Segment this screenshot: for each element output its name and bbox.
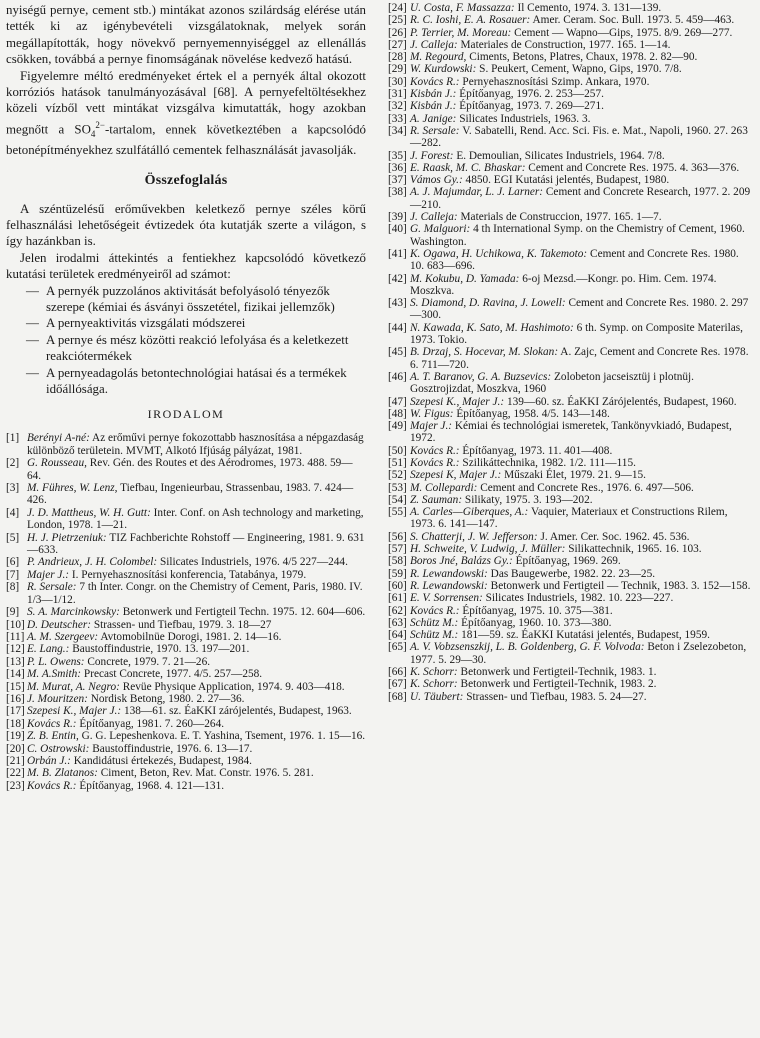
reference-number: [67]: [388, 678, 407, 691]
reference-source: Építőanyag, 1968. 4. 121—131.: [79, 779, 225, 792]
reference-source: 181—59. sz. ÉaKKI Kutatási jelentés, Budapest, 1959.: [461, 629, 710, 642]
reference-number: [35]: [388, 149, 407, 162]
reference-number: [1]: [6, 432, 20, 445]
reference-number: [20]: [6, 742, 25, 755]
reference-source: Das Baugewerbe, 1982. 22. 23—25.: [490, 567, 656, 580]
reference-source: Cement and Concrete Res. 1980. 10. 683—696.: [410, 247, 739, 273]
reference-source: Silicates Industriels, 1976. 4/5 227—244.: [159, 556, 348, 569]
reference-item: [388, 580, 752, 592]
reference-source: Pernyehasznosítási Szimp. Ankara, 1970.: [462, 75, 650, 88]
reference-source: Építőanyag, 1958. 4/5. 143—148.: [456, 407, 610, 420]
reference-authors: K. Ogawa, H. Uchikowa, K. Takemoto:: [410, 247, 588, 260]
reference-number: [48]: [388, 407, 407, 420]
reference-item: [388, 76, 752, 88]
reference-number: [61]: [388, 592, 407, 605]
reference-source: TIZ Fachberichte Rohstoff — Engineering, 1981. 9. 631—633.: [27, 531, 365, 557]
reference-item: [388, 531, 752, 543]
reference-number: [60]: [388, 579, 407, 592]
reference-source: Kémiai és technológiai ismeretek, Tankönyvkiadó, Budapest, 1972.: [410, 420, 732, 445]
bullet-text: A pernyék puzzolános aktivitását befolyásoló tényezők szerepe (kémiai és ásványi összetétel, fizikai jellemzők): [46, 283, 335, 314]
reference-authors: K. Schorr:: [410, 678, 458, 691]
body-paragraph-1: nyiségű pernye, cement stb.) mintákat azonos szilárdság elérése után tették ki az igénybevételi vizsgálatoknak, melyek során megállapították, hogy növekvő pernyemennyiséggel az ellenállás csökken, továbbá a pernye finomságának növelése kedvező hatású.: [6, 3, 366, 67]
reference-item: [6, 668, 366, 680]
reference-item: [388, 162, 752, 174]
reference-item: [388, 469, 752, 481]
reference-number: [50]: [388, 444, 407, 457]
reference-source: Vaquier, Materiaux et Constructions Rilem, 1973. 6. 141—147.: [410, 506, 728, 531]
reference-number: [43]: [388, 297, 407, 310]
reference-authors: A. V. Vobzsenszkij, L. B. Goldenberg, G. F. Volvoda:: [410, 641, 645, 654]
reference-number: [62]: [388, 604, 407, 617]
reference-item: [388, 63, 752, 75]
reference-authors: J. Forest:: [410, 149, 454, 162]
reference-source: Concrete, 1979. 7. 21—26.: [87, 655, 211, 668]
reference-authors: P. Terrier, M. Moreau:: [410, 26, 512, 39]
reference-authors: U. Täubert:: [410, 690, 464, 703]
summary-bullet: [6, 283, 366, 316]
summary-bullet: [6, 315, 366, 331]
reference-authors: M. Regourd,: [410, 51, 467, 64]
reference-authors: P. L. Owens:: [27, 655, 85, 668]
reference-number: [39]: [388, 211, 407, 224]
reference-number: [63]: [388, 616, 407, 629]
left-column: [6, 2, 366, 792]
reference-authors: Kisbán J.:: [410, 88, 457, 101]
summary-bullet-list: [6, 283, 366, 398]
reference-authors: Berényi A-né:: [27, 432, 90, 445]
reference-source: Műszaki Élet, 1979. 21. 9—15.: [504, 469, 646, 482]
reference-item: [6, 432, 366, 457]
reference-number: [51]: [388, 456, 407, 469]
reference-authors: C. Ostrowski:: [27, 742, 90, 755]
reference-source: A. Zajc, Cement and Concrete Res. 1978. 6. 711—720.: [410, 346, 749, 371]
reference-authors: E. Raask, M. C. Bhaskar:: [410, 161, 526, 174]
reference-item: [388, 51, 752, 63]
reference-authors: R. Sersale:: [410, 124, 460, 137]
reference-authors: M. Führes, W. Lenz,: [27, 482, 118, 495]
so4-superscript: 2−: [95, 119, 105, 130]
reference-number: [10]: [6, 618, 25, 631]
body-paragraph-2: [6, 68, 366, 159]
reference-authors: H. J. Pietrzeniuk:: [27, 531, 107, 544]
reference-source: S. Peukert, Cement, Wapno, Gips, 1970. 7/8.: [479, 63, 682, 76]
reference-number: [9]: [6, 606, 20, 619]
reference-item: [388, 322, 752, 347]
reference-source: Cement — Wapno—Gips, 1975. 8/9. 269—277.: [514, 26, 733, 39]
reference-authors: M. Murat, A. Negro:: [27, 680, 120, 693]
reference-authors: W. Figus:: [410, 407, 454, 420]
bullet-text: A pernye és mész közötti reakció lefolyása és a keletkezett reakciótermékek: [46, 332, 349, 364]
reference-item: [388, 641, 752, 666]
summary-heading: Összefoglalás: [144, 172, 228, 188]
reference-authors: M. A.Smith:: [27, 668, 82, 681]
references-list-right: [388, 2, 752, 703]
reference-item: [6, 767, 366, 779]
reference-source: Inter. Conf. on Ash technology and marketing, London, 1978. 1—21.: [27, 506, 364, 532]
reference-source: Betonwerk und Fertigteil — Technik, 1983. 3. 152—158.: [490, 579, 751, 592]
reference-authors: K. Schorr:: [410, 666, 458, 679]
reference-number: [64]: [388, 629, 407, 642]
reference-source: I. Pernyehasznosítási konferencia, Tatabánya, 1979.: [71, 568, 307, 581]
reference-number: [30]: [388, 75, 407, 88]
reference-number: [13]: [6, 655, 25, 668]
reference-authors: Schütz M.:: [410, 616, 459, 629]
reference-source: Ciment, Beton, Rev. Mat. Constr. 1976. 5. 281.: [100, 767, 314, 780]
reference-authors: H. Schweite, V. Ludwig, J. Müller:: [410, 543, 566, 556]
reference-authors: G. Malguori:: [410, 223, 471, 236]
reference-authors: M. Collepardi:: [410, 481, 478, 494]
bullet-text: A pernyeadagolás betontechnológiai hatásai és a termékek időállósága.: [46, 365, 347, 396]
reference-number: [53]: [388, 481, 407, 494]
reference-source: Rev. Gén. des Routes et des Aérodromes, 1973. 488. 59—64.: [27, 457, 353, 482]
reference-source: Silicates Industriels, 1982. 10. 223—227.: [485, 592, 674, 605]
reference-number: [11]: [6, 630, 25, 643]
reference-item: [388, 666, 752, 678]
reference-source: 4850. EGI Kutatási jelentés, Budapest, 1980.: [465, 174, 670, 187]
reference-number: [25]: [388, 14, 407, 27]
reference-item: [388, 273, 752, 298]
reference-item: [388, 88, 752, 100]
reference-item: [388, 100, 752, 112]
reference-item: [388, 543, 752, 555]
reference-source: 4 th International Symp. on the Chemistry of Cement, 1960. Washington.: [410, 223, 745, 248]
reference-authors: M. Kokubu, D. Yamada:: [410, 272, 520, 285]
reference-authors: P. Andrieux, J. H. Colombel:: [27, 556, 158, 569]
reference-source: 139—60. sz. ÉaKKI Zárójelentés, Budapest, 1960.: [506, 395, 737, 408]
reference-source: Zolobeton jacseisztüj i plotnüj. Gosztrojizdat, Moszkva, 1960: [410, 370, 694, 396]
reference-item: [6, 569, 366, 581]
reference-item: [6, 532, 366, 557]
reference-authors: N. Kawada, K. Sato, M. Hashimoto:: [410, 321, 574, 334]
reference-authors: D. Deutscher:: [27, 618, 91, 631]
reference-number: [58]: [388, 555, 407, 568]
reference-authors: R. Lewandowski:: [410, 579, 488, 592]
reference-number: [66]: [388, 666, 407, 679]
reference-number: [44]: [388, 321, 407, 334]
reference-number: [7]: [6, 568, 20, 581]
reference-source: Építőanyag, 1981. 7. 260—264.: [79, 717, 225, 730]
reference-number: [38]: [388, 186, 407, 199]
reference-authors: A. Janige:: [410, 112, 457, 125]
reference-source: V. Sabatelli, Rend. Acc. Sci. Fis. e. Mat., Napoli, 1960. 27. 263—282.: [410, 124, 748, 150]
reference-number: [57]: [388, 543, 407, 556]
reference-number: [65]: [388, 641, 407, 654]
reference-item: [6, 457, 366, 482]
reference-authors: J. Calleja:: [410, 211, 458, 224]
reference-source: Materials de Construccion, 1977. 165. 1—7.: [460, 211, 662, 224]
reference-authors: Z. Sauman:: [410, 493, 463, 506]
reference-number: [33]: [388, 112, 407, 125]
reference-source: Cement and Concrete Res. 1980. 2. 297—300.: [410, 297, 749, 322]
reference-source: Silicates Industriels, 1963. 3.: [459, 112, 591, 125]
reference-item: [6, 730, 366, 742]
reference-number: [26]: [388, 26, 407, 39]
so4-subscript: 4: [90, 128, 96, 139]
reference-number: [12]: [6, 643, 25, 656]
reference-authors: Szepesi K, Majer J.:: [410, 469, 502, 482]
reference-source: 7 th Inter. Congr. on the Chemistry of Cement, Paris, 1980. IV. 1/3—1/12.: [27, 581, 363, 606]
reference-number: [21]: [6, 754, 25, 767]
reference-number: [15]: [6, 680, 25, 693]
reference-item: [388, 629, 752, 641]
reference-source: Betonwerk und Fertigteil-Technik, 1983. 1.: [460, 666, 657, 679]
reference-item: [388, 150, 752, 162]
reference-item: [388, 27, 752, 39]
reference-number: [52]: [388, 469, 407, 482]
reference-item: [388, 396, 752, 408]
references-list-left: [6, 432, 366, 792]
reference-authors: J. Mouritzen:: [27, 692, 88, 705]
reference-authors: S. Diamond, D. Ravina, J. Lowell:: [410, 297, 566, 310]
reference-authors: Vámos Gy.:: [410, 174, 463, 187]
reference-source: Revüe Physique Application, 1974. 9. 403—418.: [122, 680, 345, 693]
reference-source: Beton i Zselezobeton, 1977. 5. 29—30.: [410, 641, 747, 666]
reference-source: Az erőművi pernye fokozottabb hasznosítása a népgazdaság különböző területein. MVMT, Alkotó Ifjúság pályázat, 1981.: [27, 432, 364, 457]
reference-authors: R. Sersale:: [27, 581, 77, 594]
reference-number: [31]: [388, 88, 407, 101]
reference-item: [388, 494, 752, 506]
summary-paragraph-2: Jelen irodalmi áttekintés a fentiekhez kapcsolódó következő kutatási területek eredményeiről ad számot:: [6, 250, 366, 282]
reference-item: [6, 780, 366, 792]
reference-source: Avtomobilnüe Dorogi, 1981. 2. 14—16.: [100, 630, 282, 643]
reference-item: [6, 482, 366, 507]
reference-authors: R. C. Ioshi, E. A. Rosauer:: [410, 14, 531, 27]
reference-source: Építőanyag, 1960. 10. 373—380.: [461, 616, 612, 629]
reference-item: [388, 223, 752, 248]
reference-source: Építőanyag, 1976. 2. 253—257.: [459, 88, 604, 101]
reference-item: [6, 643, 366, 655]
reference-source: 6-oj Mezsd.—Kongr. po. Him. Cem. 1974. Moszkva.: [410, 272, 717, 297]
bullet-text: A pernyeaktivitás vizsgálati módszerei: [46, 316, 246, 331]
reference-number: [2]: [6, 457, 20, 470]
reference-item: [6, 743, 366, 755]
reference-source: Baustoffindustrie, 1976. 6. 13—17.: [92, 742, 253, 755]
reference-authors: U. Costa, F. Massazza:: [410, 2, 515, 14]
reference-authors: A. Carles—Giberques, A.:: [410, 506, 529, 519]
reference-number: [4]: [6, 506, 20, 519]
reference-authors: S. Chatterji, J. W. Jefferson:: [410, 530, 538, 543]
reference-item: [6, 619, 366, 631]
reference-authors: Szepesi K., Majer J.:: [27, 705, 122, 718]
reference-authors: Orbán J.:: [27, 754, 71, 767]
reference-authors: Kovács R.:: [410, 456, 460, 469]
reference-number: [47]: [388, 395, 407, 408]
reference-source: Szilikáttechnika, 1982. 1/2. 111—115.: [462, 456, 636, 469]
dash-icon: —: [26, 332, 39, 347]
reference-item: [388, 457, 752, 469]
reference-number: [34]: [388, 124, 407, 137]
reference-source: Cement and Concrete Res., 1976. 6. 497—506.: [480, 481, 694, 494]
reference-item: [6, 631, 366, 643]
reference-source: Építőanyag, 1969. 269.: [515, 555, 621, 568]
reference-number: [17]: [6, 705, 25, 718]
reference-number: [24]: [388, 2, 407, 14]
reference-number: [32]: [388, 100, 407, 113]
reference-source: Il Cemento, 1974. 3. 131—139.: [517, 2, 662, 14]
reference-source: Építőanyag, 1973. 7. 269—271.: [459, 100, 604, 113]
reference-item: [388, 14, 752, 26]
reference-item: [388, 420, 752, 445]
reference-authors: Kovács R.:: [27, 779, 77, 792]
reference-source: 6 th. Symp. on Composite Materilas, 1973. Tokio.: [410, 321, 743, 347]
reference-number: [41]: [388, 247, 407, 260]
reference-item: [6, 705, 366, 717]
reference-item: [388, 174, 752, 186]
reference-number: [54]: [388, 493, 407, 506]
reference-number: [42]: [388, 272, 407, 285]
reference-item: [388, 605, 752, 617]
reference-authors: Kisbán J.:: [410, 100, 457, 113]
reference-number: [5]: [6, 531, 20, 544]
reference-number: [40]: [388, 223, 407, 236]
dash-icon: —: [26, 316, 39, 331]
reference-authors: A. T. Baranov, G. A. Buzsevics:: [410, 370, 552, 383]
reference-authors: E. Lang.:: [27, 643, 70, 656]
reference-authors: Kovács R.:: [27, 717, 77, 730]
reference-source: Tiefbau, Ingenieurbau, Strassenbau, 1983. 7. 424—426.: [27, 482, 354, 507]
reference-item: [6, 507, 366, 532]
reference-number: [55]: [388, 506, 407, 519]
reference-item: [388, 211, 752, 223]
body-paragraph-2-tail: -tartalom, ennek következtében a kapcsolódó betonépítményekhez szulfátálló cementek felhasználását javasolják.: [6, 122, 366, 158]
reference-item: [6, 681, 366, 693]
reference-number: [27]: [388, 38, 407, 51]
reference-item: [6, 718, 366, 730]
reference-authors: S. A. Marcinkowsky:: [27, 606, 120, 619]
reference-item: [388, 39, 752, 51]
reference-authors: Szepesi K., Majer J.:: [410, 395, 505, 408]
reference-number: [45]: [388, 346, 407, 359]
reference-authors: R. Lewandowski:: [410, 567, 488, 580]
reference-source: Építőanyag, 1975. 10. 375—381.: [462, 604, 613, 617]
reference-authors: J. D. Mattheus, W. H. Gutt:: [27, 506, 151, 519]
reference-source: Amer. Ceram. Soc. Bull. 1973. 5. 459—463.: [532, 14, 735, 27]
reference-item: [6, 693, 366, 705]
reference-authors: Majer J.:: [410, 420, 453, 433]
reference-source: Materiales de Construction, 1977. 165. 1—14.: [460, 38, 671, 51]
reference-number: [49]: [388, 420, 407, 433]
reference-source: G. G. Lepeshenkova. E. T. Yashina, Tsement, 1976. 1. 15—16.: [81, 730, 366, 743]
reference-number: [36]: [388, 161, 407, 174]
reference-item: [388, 568, 752, 580]
reference-authors: E. V. Sorrensen:: [410, 592, 483, 605]
reference-number: [23]: [6, 779, 25, 792]
reference-item: [6, 581, 366, 606]
reference-source: 138—61. sz. ÉaKKI zárójelentés, Budapest, 1963.: [123, 705, 352, 718]
reference-authors: W. Kurdowski:: [410, 63, 477, 76]
reference-authors: Kovács R.:: [410, 604, 460, 617]
reference-source: Ciments, Betons, Platres, Chaux, 1978. 2. 82—90.: [469, 51, 698, 64]
dash-icon: —: [26, 283, 39, 298]
reference-source: Cement and Concrete Research, 1977. 2. 209—210.: [410, 186, 751, 211]
reference-authors: G. Rousseau,: [27, 457, 87, 470]
reference-number: [46]: [388, 370, 407, 383]
reference-source: Silikattechnik, 1965. 16. 103.: [568, 543, 702, 556]
reference-number: [19]: [6, 730, 25, 743]
reference-number: [6]: [6, 556, 20, 569]
reference-item: [388, 482, 752, 494]
reference-authors: B. Drzaj, S. Hocevar, M. Slokan:: [410, 346, 559, 359]
reference-number: [14]: [6, 668, 25, 681]
references-heading: IRODALOM: [147, 407, 225, 422]
reference-source: Baustoffindustrie, 1970. 13. 197—201.: [72, 643, 250, 656]
reference-item: [388, 678, 752, 690]
reference-item: [388, 691, 752, 703]
reference-authors: Kovács R.:: [410, 75, 460, 88]
reference-item: [388, 346, 752, 371]
reference-source: Építőanyag, 1973. 11. 401—408.: [462, 444, 613, 457]
summary-paragraph-1: A széntüzelésű erőművekben keletkező pernye széles körű felhasználási lehetőségeit évtizedek óta kutatják szerte a világon, s így hazánkban is.: [6, 201, 366, 249]
reference-source: Nordisk Betong, 1980. 2. 27—36.: [90, 692, 245, 705]
dash-icon: —: [26, 365, 39, 380]
reference-number: [3]: [6, 482, 20, 495]
reference-source: J. Amer. Cer. Soc. 1962. 45. 536.: [540, 530, 690, 543]
reference-item: [388, 371, 752, 396]
reference-number: [22]: [6, 767, 25, 780]
reference-number: [59]: [388, 567, 407, 580]
reference-source: Cement and Concrete Res. 1975. 4. 363—376.: [528, 161, 740, 174]
reference-authors: J. Calleja:: [410, 38, 458, 51]
reference-item: [6, 556, 366, 568]
reference-item: [388, 186, 752, 211]
reference-number: [29]: [388, 63, 407, 76]
reference-authors: Kovács R.:: [410, 444, 460, 457]
reference-authors: Boros Jné, Balázs Gy.:: [410, 555, 513, 568]
reference-item: [6, 606, 366, 618]
reference-source: E. Demoulian, Silicates Industriels, 1964. 7/8.: [456, 149, 665, 162]
right-column: [388, 2, 752, 703]
reference-authors: M. B. Zlatanos:: [27, 767, 98, 780]
reference-source: Strassen- und Tiefbau, 1983. 5. 24—27.: [466, 690, 647, 703]
body-paragraph-2-text: Figyelemre méltó eredményeket értek el a pernyék által okozott korróziós hatások tanulmányozásával [68]. A pernyefeltöltésekhez közeli vízből vett mintákat vizsgálva kimutatták, hogy azokban megnőtt a SO: [6, 68, 366, 137]
reference-number: [16]: [6, 692, 25, 705]
reference-item: [6, 755, 366, 767]
reference-item: [388, 506, 752, 531]
summary-bullet: [6, 365, 366, 398]
reference-number: [8]: [6, 581, 20, 594]
reference-item: [388, 592, 752, 604]
reference-item: [388, 2, 752, 14]
reference-item: [6, 656, 366, 668]
reference-item: [388, 617, 752, 629]
reference-source: Kandidátusi értekezés, Budapest, 1984.: [73, 754, 252, 767]
reference-item: [388, 248, 752, 273]
reference-item: [388, 555, 752, 567]
reference-number: [28]: [388, 51, 407, 64]
reference-authors: A. M. Szergeev:: [27, 630, 99, 643]
reference-source: Precast Concrete, 1977. 4/5. 257—258.: [83, 668, 263, 681]
reference-item: [388, 445, 752, 457]
reference-item: [388, 125, 752, 150]
reference-authors: Majer J.:: [27, 568, 70, 581]
reference-source: Silikaty, 1975. 3. 193—202.: [464, 493, 593, 506]
reference-number: [68]: [388, 690, 407, 703]
reference-item: [388, 113, 752, 125]
reference-source: Strassen- und Tiefbau, 1979. 3. 18—27: [93, 618, 272, 631]
reference-source: Betonwerk und Fertigteil-Technik, 1983. 2.: [460, 678, 657, 691]
reference-number: [56]: [388, 530, 407, 543]
reference-number: [37]: [388, 174, 407, 187]
reference-item: [388, 408, 752, 420]
reference-authors: Z. B. Entin,: [27, 730, 79, 743]
reference-source: Betonwerk und Fertigteil Techn. 1975. 12. 604—606.: [122, 606, 366, 619]
summary-bullet: [6, 332, 366, 365]
reference-number: [18]: [6, 717, 25, 730]
reference-authors: Schütz M.:: [410, 629, 459, 642]
reference-item: [388, 297, 752, 322]
reference-authors: A. J. Majumdar, L. J. Larner:: [410, 186, 544, 199]
